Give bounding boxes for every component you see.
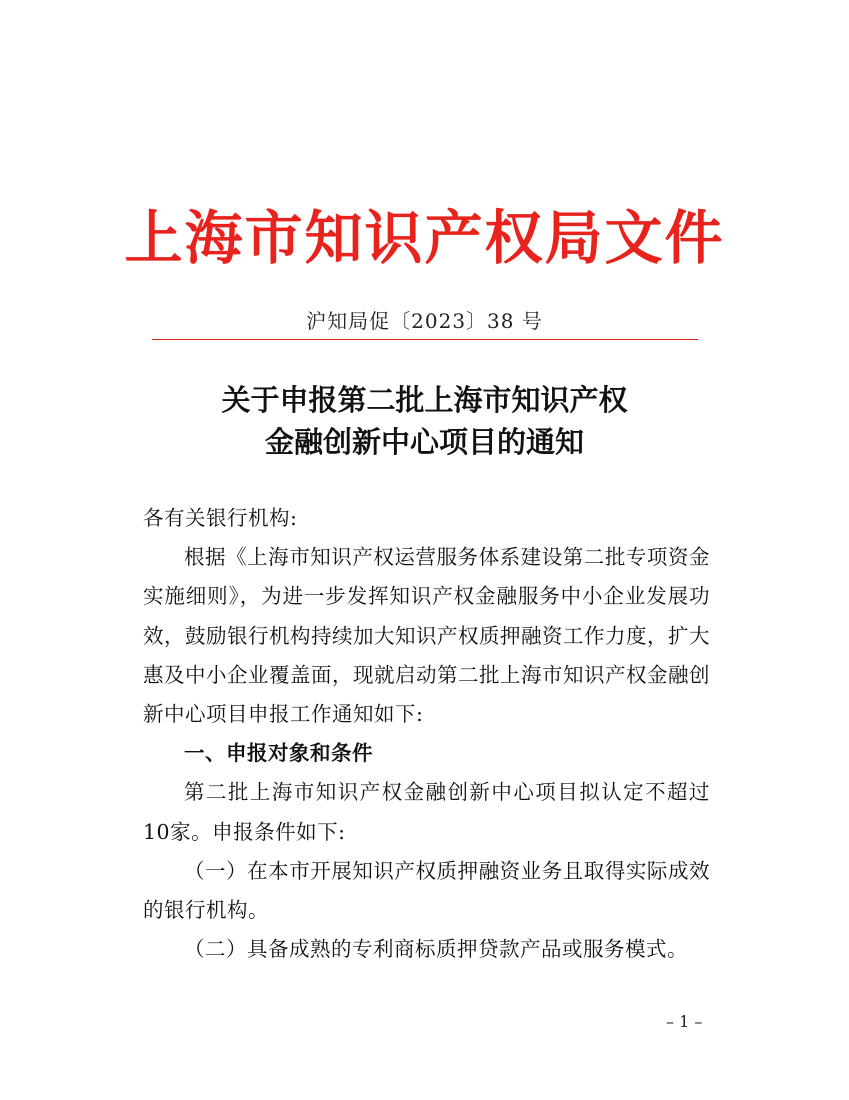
section-1-paragraph: 第二批上海市知识产权金融创新中心项目拟认定不超过10家。申报条件如下:	[143, 780, 710, 844]
salutation: 各有关银行机构:	[143, 506, 298, 530]
document-number: 沪知局促〔2023〕38 号	[306, 309, 543, 333]
condition-item-1: （一）在本市开展知识产权质押融资业务且取得实际成效的银行机构。	[143, 858, 710, 923]
red-divider-line	[152, 339, 698, 340]
intro-paragraph: 根据《上海市知识产权运营服务体系建设第二批专项资金实施细则》，为进一步发挥知识产权金融服务中小企业发展功效，鼓励银行机构持续加大知识产权质押融资工作力度，扩大惠及中小企业覆盖面，现就启动第二批上海市知识产权金融创新中心项目申报工作通知如下:	[143, 545, 710, 727]
section-1-heading: 一、申报对象和条件	[184, 741, 373, 766]
document-body	[143, 499, 710, 969]
issuer-title: 上海市知识产权局文件	[124, 204, 725, 272]
notice-title-line-1: 关于申报第二批上海市知识产权	[221, 383, 628, 417]
condition-item-2: （二）具备成熟的专利商标质押贷款产品或服务模式。	[184, 937, 688, 962]
notice-title-line-2: 金融创新中心项目的通知	[264, 425, 584, 459]
page-number: – 1 –	[666, 1012, 703, 1031]
